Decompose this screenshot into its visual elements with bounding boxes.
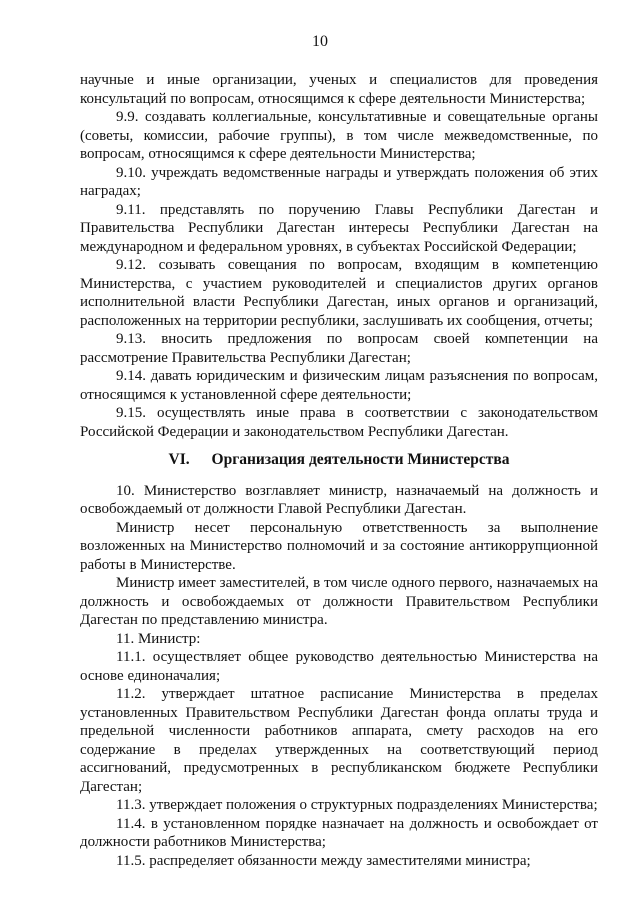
paragraph: 11.2. утверждает штатное расписание Министерства в пределах установленных Правительством Республики Дагестан фонда оплаты труда и предельной численности работников аппарата, смету расходов на его содержание в пределах утвержденных на соответствующий период ассигнований, предусмотренных в республиканском бюджете Республики Дагестан;: [80, 686, 598, 795]
paragraph: 9.12. созывать совещания по вопросам, входящим в компетенцию Министерства, с участием руководителей и специалистов других органов исполнительной власти Республики Дагестан, иных органов и организаций, расположенных на территории республики, заслушивать их сообщения, отчеты;: [80, 257, 598, 329]
section-title: Организация деятельности Министерства: [211, 451, 510, 468]
document-body: [80, 71, 598, 870]
paragraph: научные и иные организации, ученых и специалистов для проведения консультаций по вопросам, относящимся к сфере деятельности Министерства;: [80, 72, 598, 107]
paragraph: 11.5. распределяет обязанности между заместителями министра;: [116, 852, 531, 869]
section-number: VI.: [168, 451, 190, 468]
paragraph: Министр имеет заместителей, в том числе одного первого, назначаемых на должность и освобождаемых от должности Правительством Республики Дагестан по представлению министра.: [80, 575, 598, 628]
paragraph: 9.14. давать юридическим и физическим лицам разъяснения по вопросам, относящимся к установленной сфере деятельности;: [80, 368, 598, 403]
paragraph: 11.1. осуществляет общее руководство деятельностью Министерства на основе единоначалия;: [80, 649, 598, 684]
paragraph: 9.11. представлять по поручению Главы Республики Дагестан и Правительства Республики Дагестан интересы Республики Дагестан на международном и федеральном уровнях, в субъектах Российской Федерации;: [80, 201, 598, 255]
paragraph: Министр несет персональную ответственность за выполнение возложенных на Министерство полномочий и за состояние антикоррупционной работы в Министерстве.: [80, 519, 598, 573]
paragraph: 11.3. утверждает положения о структурных подразделениях Министерства;: [116, 797, 598, 813]
section-heading: [80, 451, 598, 470]
paragraph: 9.15. осуществлять иные права в соответствии с законодательством Российской Федерации и законодательством Республики Дагестан.: [80, 405, 598, 440]
paragraph: 9.9. создавать коллегиальные, консультативные и совещательные органы (советы, комиссии, рабочие группы), в том числе межведомственные, по вопросам, относящимся к сфере деятельности Министерства;: [80, 109, 598, 162]
rights-list: [80, 71, 598, 441]
paragraph: 10. Министерство возглавляет министр, назначаемый на должность и освобождаемый от должности Главой Республики Дагестан.: [80, 482, 598, 517]
paragraph: 11. Министр:: [116, 630, 201, 647]
organization-list: [80, 482, 598, 871]
paragraph: 11.4. в установленном порядке назначает на должность и освобождает от должности работников Министерства;: [80, 815, 598, 850]
paragraph: 9.13. вносить предложения по вопросам своей компетенции на рассмотрение Правительства Республики Дагестан;: [80, 331, 598, 366]
paragraph: 9.10. учреждать ведомственные награды и утверждать положения об этих наградах;: [80, 164, 598, 199]
page-number: 10: [312, 33, 328, 50]
